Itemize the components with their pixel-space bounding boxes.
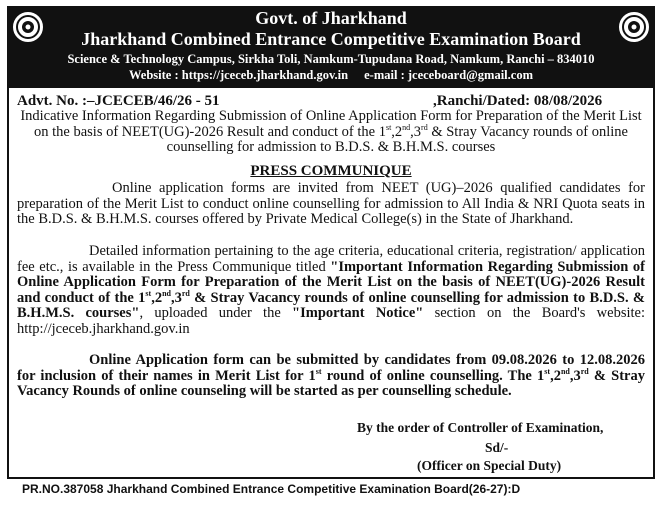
place-date: ,Ranchi/Dated: 08/08/2026 <box>433 93 603 109</box>
notice-header <box>9 8 653 88</box>
signature-officer: (Officer on Special Duty) <box>417 458 562 473</box>
board-name: Jharkhand Combined Entrance Competitive Examination Board <box>81 29 581 49</box>
paragraph-schedule: Online Application form can be submitted by candidates from 09.08.2026 to 12.08.2026 for inclusion of their names in Merit List for 1st round of online counselling. The 1st,2nd,3rd & Stray Vacancy Rounds of online counseling will be started as per counselling schedule. <box>17 352 645 400</box>
signature-order: By the order of Controller of Examination, <box>357 420 604 435</box>
paragraph-details: Detailed information pertaining to the age criteria, educational criteria, registration/ application fee etc., is available in the Press Communique titled "Important Information Regarding Submission of Online Application Form for Preparation of the Merit List on the basis of NEET(UG)-2026 Result and conduct of the 1st,2nd,3rd & Stray Vacancy rounds of online counselling for admission to B.D.S. & B.H.M.S. courses", uploaded under the "Important Notice" section on the Board's website: http://jceceb.jharkhand.gov.in <box>17 243 646 337</box>
press-communique-title: PRESS COMMUNIQUE <box>250 163 412 179</box>
government-name: Govt. of Jharkhand <box>255 8 407 28</box>
press-release-number: PR.NO.387058 Jharkhand Combined Entrance Competitive Examination Board(26-27):D <box>22 482 521 496</box>
advertisement-number: Advt. No. :–JCECEB/46/26 - 51 <box>17 93 220 109</box>
press-notice <box>7 6 655 479</box>
website-link[interactable]: Website : https://jceceb.jharkhand.gov.in <box>129 68 349 82</box>
signature-sd: Sd/- <box>485 440 509 455</box>
contact-line <box>9 68 653 82</box>
notice-subject: Indicative Information Regarding Submission of Online Application Form for Preparation of the Merit List on the basis of NEET(UG)-2026 Result and conduct of the 1st,2nd,3rd & Stray Vacancy rounds of online counselling for admission to B.D.S. & B.H.M.S. courses <box>20 108 642 156</box>
paragraph-invitation: Online application forms are invited from NEET (UG)–2026 qualified candidates for preparation of the Merit List to conduct online counselling for admission to All India & NRI Quota seats in the B.D.S. & B.H.M.S. courses offered by Private Medical College(s) in the State of Jharkhand. <box>17 180 645 228</box>
email-link[interactable]: e-mail : jceceboard@gmail.com <box>364 68 533 82</box>
board-address: Science & Technology Campus, Sirkha Toli, Namkum-Tupudana Road, Namkum, Ranchi – 834010 <box>67 52 595 66</box>
